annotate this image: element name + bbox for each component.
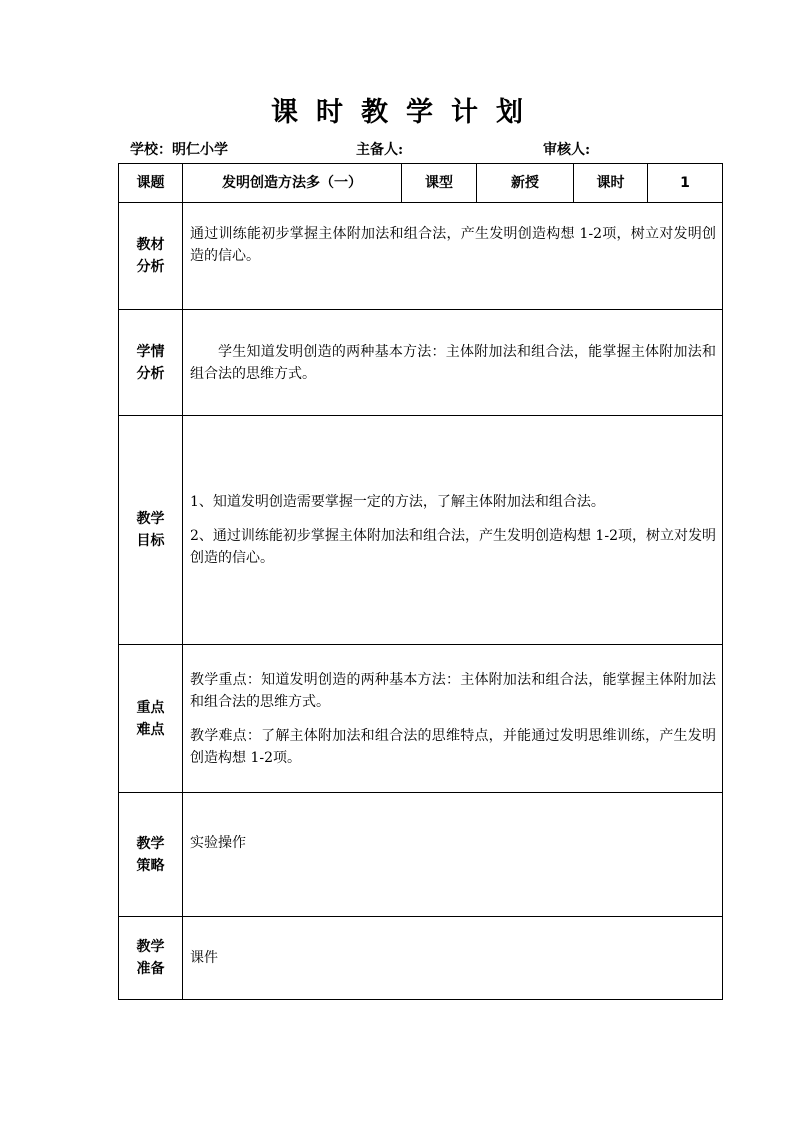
reviewer-field: 审核人:: [543, 142, 591, 158]
label-line: 教材: [136, 237, 165, 253]
lesson-type-value: 新授: [477, 164, 574, 203]
material-analysis-content: [183, 203, 723, 310]
objective-item: 1、知道发明创造需要掌握一定的方法，了解主体附加法和组合法。: [190, 494, 605, 510]
preparation-content: [183, 917, 723, 1000]
preparation-label: [119, 917, 183, 1000]
strategy-text: 实验操作: [190, 835, 246, 851]
objectives-row: [119, 416, 723, 645]
key-points-label: [119, 645, 183, 793]
key-points-row: [119, 645, 723, 793]
label-line: 教学: [136, 511, 165, 527]
learner-analysis-text: 学生知道发明创造的两种基本方法：主体附加法和组合法，能掌握主体附加法和组合法的思维方式。: [190, 343, 716, 382]
label-line: 难点: [136, 721, 165, 738]
label-line: 重点: [136, 699, 165, 716]
lesson-type-label: 课型: [402, 164, 477, 203]
strategy-row: [119, 793, 723, 917]
label-line: 教学: [136, 939, 165, 955]
strategy-label: [119, 793, 183, 917]
label-line: 分析: [136, 365, 165, 382]
material-analysis-label: [119, 203, 183, 310]
label-line: 学情: [136, 343, 165, 360]
label-line: 分析: [136, 259, 165, 275]
objective-item: 2、通过训练能初步掌握主体附加法和组合法，产生发明创造构想 1-2项，树立对发明创造的信心。: [190, 528, 716, 566]
lesson-plan-table: [118, 163, 723, 1000]
key-points-content: [183, 645, 723, 793]
label-line: 目标: [136, 533, 165, 549]
learner-analysis-content: [183, 310, 723, 416]
label-line: 策略: [136, 857, 165, 874]
period-value: 1: [648, 164, 723, 203]
preparation-row: [119, 917, 723, 1000]
material-analysis-text: 通过训练能初步掌握主体附加法和组合法，产生发明创造构想 1-2项，树立对发明创造的信心。: [190, 226, 716, 264]
preparation-text: 课件: [190, 950, 218, 966]
objectives-label: [119, 416, 183, 645]
topic-value: 发明创造方法多（一）: [183, 164, 402, 203]
label-line: 教学: [136, 835, 165, 852]
teaching-focus-text: 教学重点：知道发明创造的两种基本方法：主体附加法和组合法，能掌握主体附加法和组合法的思维方式。: [190, 671, 716, 710]
teaching-difficulty-text: 教学难点：了解主体附加法和组合法的思维特点，并能通过发明思维训练，产生发明创造构想 1-2项。: [190, 727, 716, 766]
material-analysis-row: [119, 203, 723, 310]
header-row: [119, 164, 723, 203]
objectives-content: [183, 416, 723, 645]
learner-analysis-row: [119, 310, 723, 416]
preparer-field: 主备人:: [356, 142, 404, 158]
topic-label: 课题: [119, 164, 183, 203]
strategy-content: [183, 793, 723, 917]
label-line: 准备: [136, 961, 165, 977]
learner-analysis-label: [119, 310, 183, 416]
page-title: 课时教学计划: [271, 97, 541, 128]
school-field: 学校：明仁小学: [130, 142, 228, 158]
period-label: 课时: [574, 164, 648, 203]
